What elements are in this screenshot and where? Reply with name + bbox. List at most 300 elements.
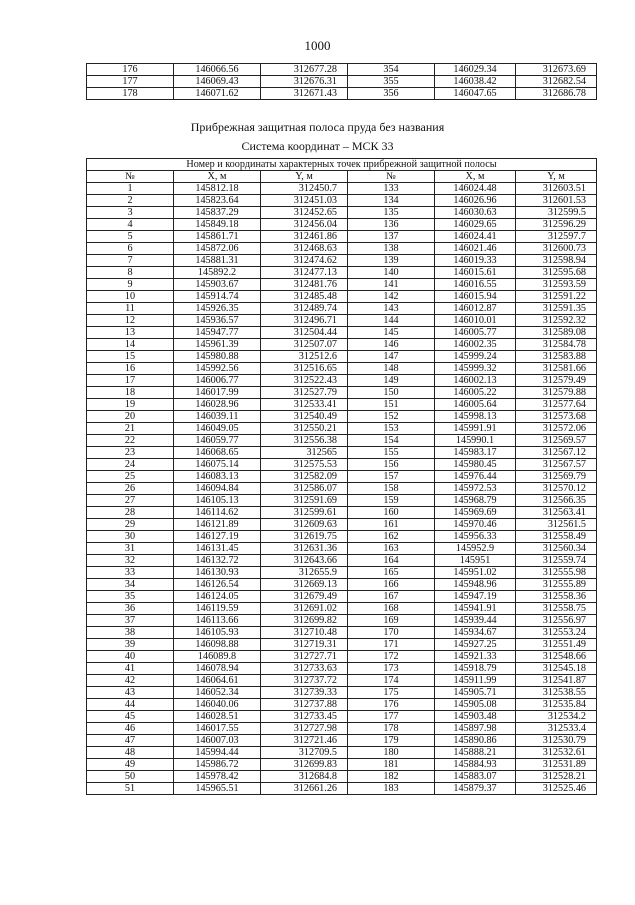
y-coordinate-cell: 312643.66 xyxy=(261,555,348,567)
x-coordinate-cell: 145947.77 xyxy=(174,327,261,339)
y-coordinate-cell: 312504.44 xyxy=(261,327,348,339)
point-number-cell: 32 xyxy=(87,555,174,567)
y-coordinate-cell: 312461.86 xyxy=(261,231,348,243)
point-number-cell: 146 xyxy=(348,339,435,351)
point-number-cell: 155 xyxy=(348,447,435,459)
y-coordinate-cell: 312699.83 xyxy=(261,759,348,771)
table-row xyxy=(87,639,597,651)
y-coordinate-cell: 312596.29 xyxy=(516,219,597,231)
y-coordinate-cell: 312541.87 xyxy=(516,675,597,687)
x-coordinate-cell: 145890.86 xyxy=(435,735,516,747)
y-coordinate-cell: 312558.49 xyxy=(516,531,597,543)
table-row xyxy=(87,387,597,399)
x-coordinate-cell: 145998.13 xyxy=(435,411,516,423)
x-coordinate-cell: 145978.42 xyxy=(174,771,261,783)
x-coordinate-cell: 146012.87 xyxy=(435,303,516,315)
table-row xyxy=(87,231,597,243)
y-coordinate-cell: 312579.88 xyxy=(516,387,597,399)
y-coordinate-cell: 312477.13 xyxy=(261,267,348,279)
point-number-cell: 172 xyxy=(348,651,435,663)
point-number-cell: 143 xyxy=(348,303,435,315)
coordinates-table xyxy=(86,158,597,795)
y-coordinate-cell: 312671.43 xyxy=(261,88,348,100)
x-coordinate-cell: 146059.77 xyxy=(174,435,261,447)
y-coordinate-cell: 312737.72 xyxy=(261,675,348,687)
y-coordinate-cell: 312531.89 xyxy=(516,759,597,771)
x-coordinate-cell: 146069.43 xyxy=(174,76,261,88)
y-coordinate-cell: 312569.57 xyxy=(516,435,597,447)
y-coordinate-cell: 312573.68 xyxy=(516,411,597,423)
x-coordinate-cell: 146040.06 xyxy=(174,699,261,711)
x-coordinate-cell: 146114.62 xyxy=(174,507,261,519)
point-number-cell: 36 xyxy=(87,603,174,615)
y-coordinate-cell: 312584.78 xyxy=(516,339,597,351)
x-coordinate-cell: 145961.39 xyxy=(174,339,261,351)
point-number-cell: 156 xyxy=(348,459,435,471)
point-number-cell: 176 xyxy=(87,64,174,76)
table-row xyxy=(87,567,597,579)
table-row xyxy=(87,615,597,627)
y-coordinate-cell: 312451.03 xyxy=(261,195,348,207)
point-number-cell: 49 xyxy=(87,759,174,771)
table-row xyxy=(87,279,597,291)
x-coordinate-cell: 146089.8 xyxy=(174,651,261,663)
x-coordinate-cell: 146005.77 xyxy=(435,327,516,339)
point-number-cell: 10 xyxy=(87,291,174,303)
x-coordinate-cell: 145918.79 xyxy=(435,663,516,675)
x-coordinate-cell: 146005.22 xyxy=(435,387,516,399)
point-number-cell: 140 xyxy=(348,267,435,279)
y-coordinate-cell: 312586.07 xyxy=(261,483,348,495)
y-coordinate-cell: 312592.32 xyxy=(516,315,597,327)
y-coordinate-cell: 312655.9 xyxy=(261,567,348,579)
point-number-cell: 1 xyxy=(87,183,174,195)
y-coordinate-cell: 312577.64 xyxy=(516,399,597,411)
point-number-cell: 28 xyxy=(87,507,174,519)
table-row xyxy=(87,76,597,88)
y-coordinate-cell: 312591.22 xyxy=(516,291,597,303)
table-row xyxy=(87,207,597,219)
x-coordinate-cell: 145892.2 xyxy=(174,267,261,279)
x-coordinate-cell: 146094.84 xyxy=(174,483,261,495)
y-coordinate-cell: 312719.31 xyxy=(261,639,348,651)
y-coordinate-cell: 312569.79 xyxy=(516,471,597,483)
y-coordinate-cell: 312528.21 xyxy=(516,771,597,783)
point-number-cell: 171 xyxy=(348,639,435,651)
y-coordinate-cell: 312556.97 xyxy=(516,615,597,627)
table-row xyxy=(87,195,597,207)
point-number-cell: 30 xyxy=(87,531,174,543)
point-number-cell: 154 xyxy=(348,435,435,447)
point-number-cell: 139 xyxy=(348,255,435,267)
y-coordinate-cell: 312673.69 xyxy=(516,64,597,76)
point-number-cell: 133 xyxy=(348,183,435,195)
table-row xyxy=(87,603,597,615)
y-coordinate-cell: 312489.74 xyxy=(261,303,348,315)
x-coordinate-cell: 145941.91 xyxy=(435,603,516,615)
x-coordinate-cell: 145999.24 xyxy=(435,351,516,363)
x-coordinate-cell: 145970.46 xyxy=(435,519,516,531)
x-coordinate-cell: 146030.63 xyxy=(435,207,516,219)
point-number-cell: 138 xyxy=(348,243,435,255)
y-coordinate-cell: 312581.66 xyxy=(516,363,597,375)
y-coordinate-cell: 312532.61 xyxy=(516,747,597,759)
x-coordinate-cell: 145948.96 xyxy=(435,579,516,591)
x-coordinate-cell: 145952.9 xyxy=(435,543,516,555)
y-coordinate-cell: 312560.34 xyxy=(516,543,597,555)
y-coordinate-cell: 312609.63 xyxy=(261,519,348,531)
y-coordinate-cell: 312601.53 xyxy=(516,195,597,207)
x-coordinate-cell: 146029.34 xyxy=(435,64,516,76)
point-number-cell: 137 xyxy=(348,231,435,243)
point-number-cell: 159 xyxy=(348,495,435,507)
point-number-cell: 147 xyxy=(348,351,435,363)
y-coordinate-cell: 312561.5 xyxy=(516,519,597,531)
x-coordinate-cell: 146028.51 xyxy=(174,711,261,723)
x-coordinate-cell: 145849.18 xyxy=(174,219,261,231)
table-row xyxy=(87,651,597,663)
point-number-cell: 24 xyxy=(87,459,174,471)
table-row xyxy=(87,483,597,495)
x-coordinate-cell: 146006.77 xyxy=(174,375,261,387)
x-coordinate-cell: 146002.35 xyxy=(435,339,516,351)
x-coordinate-cell: 145980.45 xyxy=(435,459,516,471)
y-coordinate-cell: 312733.63 xyxy=(261,663,348,675)
table-row xyxy=(87,291,597,303)
y-coordinate-cell: 312570.12 xyxy=(516,483,597,495)
y-coordinate-cell: 312555.98 xyxy=(516,567,597,579)
point-number-cell: 148 xyxy=(348,363,435,375)
y-coordinate-cell: 312548.66 xyxy=(516,651,597,663)
x-coordinate-cell: 146126.54 xyxy=(174,579,261,591)
point-number-cell: 151 xyxy=(348,399,435,411)
point-number-cell: 16 xyxy=(87,363,174,375)
point-number-cell: 44 xyxy=(87,699,174,711)
y-coordinate-cell: 312699.82 xyxy=(261,615,348,627)
x-coordinate-cell: 145965.51 xyxy=(174,783,261,795)
point-number-cell: 145 xyxy=(348,327,435,339)
y-coordinate-cell: 312512.6 xyxy=(261,351,348,363)
point-number-cell: 149 xyxy=(348,375,435,387)
x-coordinate-cell: 146121.89 xyxy=(174,519,261,531)
table-row xyxy=(87,88,597,100)
column-header-point-number: № xyxy=(87,171,174,183)
y-coordinate-cell: 312603.51 xyxy=(516,183,597,195)
point-number-cell: 183 xyxy=(348,783,435,795)
x-coordinate-cell: 145897.98 xyxy=(435,723,516,735)
x-coordinate-cell: 146078.94 xyxy=(174,663,261,675)
x-coordinate-cell: 145879.37 xyxy=(435,783,516,795)
point-number-cell: 31 xyxy=(87,543,174,555)
point-number-cell: 25 xyxy=(87,471,174,483)
x-coordinate-cell: 146026.96 xyxy=(435,195,516,207)
x-coordinate-cell: 146105.93 xyxy=(174,627,261,639)
y-coordinate-cell: 312591.35 xyxy=(516,303,597,315)
table-row xyxy=(87,747,597,759)
point-number-cell: 3 xyxy=(87,207,174,219)
point-number-cell: 20 xyxy=(87,411,174,423)
y-coordinate-cell: 312679.49 xyxy=(261,591,348,603)
y-coordinate-cell: 312481.76 xyxy=(261,279,348,291)
x-coordinate-cell: 146028.96 xyxy=(174,399,261,411)
y-coordinate-cell: 312551.49 xyxy=(516,639,597,651)
column-header-x-coordinate: X, м xyxy=(174,171,261,183)
table-row xyxy=(87,183,597,195)
y-coordinate-cell: 312496.71 xyxy=(261,315,348,327)
x-coordinate-cell: 145881.31 xyxy=(174,255,261,267)
y-coordinate-cell: 312534.2 xyxy=(516,711,597,723)
point-number-cell: 5 xyxy=(87,231,174,243)
table-row xyxy=(87,735,597,747)
x-coordinate-cell: 145976.44 xyxy=(435,471,516,483)
y-coordinate-cell: 312533.41 xyxy=(261,399,348,411)
x-coordinate-cell: 145905.71 xyxy=(435,687,516,699)
y-coordinate-cell: 312691.02 xyxy=(261,603,348,615)
point-number-cell: 51 xyxy=(87,783,174,795)
table-row xyxy=(87,699,597,711)
y-coordinate-cell: 312739.33 xyxy=(261,687,348,699)
x-coordinate-cell: 145951.02 xyxy=(435,567,516,579)
point-number-cell: 354 xyxy=(348,64,435,76)
x-coordinate-cell: 145872.06 xyxy=(174,243,261,255)
table-row xyxy=(87,315,597,327)
table-row xyxy=(87,627,597,639)
point-number-cell: 26 xyxy=(87,483,174,495)
point-number-cell: 33 xyxy=(87,567,174,579)
point-number-cell: 37 xyxy=(87,615,174,627)
x-coordinate-cell: 145980.88 xyxy=(174,351,261,363)
x-coordinate-cell: 145921.33 xyxy=(435,651,516,663)
point-number-cell: 168 xyxy=(348,603,435,615)
table-row xyxy=(87,675,597,687)
point-number-cell: 43 xyxy=(87,687,174,699)
point-number-cell: 22 xyxy=(87,435,174,447)
point-number-cell: 35 xyxy=(87,591,174,603)
y-coordinate-cell: 312530.79 xyxy=(516,735,597,747)
coordinate-system: Система координат – МСК 33 xyxy=(241,139,394,153)
x-coordinate-cell: 146015.94 xyxy=(435,291,516,303)
table-row xyxy=(87,447,597,459)
point-number-cell: 170 xyxy=(348,627,435,639)
point-number-cell: 17 xyxy=(87,375,174,387)
point-number-cell: 180 xyxy=(348,747,435,759)
point-number-cell: 15 xyxy=(87,351,174,363)
point-number-cell: 47 xyxy=(87,735,174,747)
y-coordinate-cell: 312468.63 xyxy=(261,243,348,255)
x-coordinate-cell: 145939.44 xyxy=(435,615,516,627)
x-coordinate-cell: 145903.48 xyxy=(435,711,516,723)
x-coordinate-cell: 145934.67 xyxy=(435,627,516,639)
table-row xyxy=(87,783,597,795)
table-row xyxy=(87,711,597,723)
table-row xyxy=(87,663,597,675)
y-coordinate-cell: 312737.88 xyxy=(261,699,348,711)
point-number-cell: 165 xyxy=(348,567,435,579)
point-number-cell: 34 xyxy=(87,579,174,591)
point-number-cell: 19 xyxy=(87,399,174,411)
x-coordinate-cell: 145905.08 xyxy=(435,699,516,711)
point-number-cell: 178 xyxy=(87,88,174,100)
point-number-cell: 356 xyxy=(348,88,435,100)
y-coordinate-cell: 312684.8 xyxy=(261,771,348,783)
x-coordinate-cell: 146049.05 xyxy=(174,423,261,435)
x-coordinate-cell: 145986.72 xyxy=(174,759,261,771)
y-coordinate-cell: 312582.09 xyxy=(261,471,348,483)
x-coordinate-cell: 145983.17 xyxy=(435,447,516,459)
x-coordinate-cell: 146064.61 xyxy=(174,675,261,687)
point-number-cell: 141 xyxy=(348,279,435,291)
point-number-cell: 176 xyxy=(348,699,435,711)
point-number-cell: 181 xyxy=(348,759,435,771)
y-coordinate-cell: 312727.98 xyxy=(261,723,348,735)
point-number-cell: 178 xyxy=(348,723,435,735)
column-header-y-coordinate: Y, м xyxy=(261,171,348,183)
x-coordinate-cell: 146005.64 xyxy=(435,399,516,411)
point-number-cell: 134 xyxy=(348,195,435,207)
y-coordinate-cell: 312456.04 xyxy=(261,219,348,231)
y-coordinate-cell: 312507.07 xyxy=(261,339,348,351)
table-row xyxy=(87,519,597,531)
y-coordinate-cell: 312727.71 xyxy=(261,651,348,663)
table-row xyxy=(87,531,597,543)
table-row xyxy=(87,411,597,423)
x-coordinate-cell: 145972.53 xyxy=(435,483,516,495)
point-number-cell: 157 xyxy=(348,471,435,483)
table-row xyxy=(87,363,597,375)
point-number-cell: 7 xyxy=(87,255,174,267)
x-coordinate-cell: 146131.45 xyxy=(174,543,261,555)
table-row xyxy=(87,375,597,387)
point-number-cell: 167 xyxy=(348,591,435,603)
y-coordinate-cell: 312540.49 xyxy=(261,411,348,423)
point-number-cell: 27 xyxy=(87,495,174,507)
point-number-cell: 355 xyxy=(348,76,435,88)
table-row xyxy=(87,771,597,783)
y-coordinate-cell: 312550.21 xyxy=(261,423,348,435)
y-coordinate-cell: 312565 xyxy=(261,447,348,459)
y-coordinate-cell: 312677.28 xyxy=(261,64,348,76)
y-coordinate-cell: 312527.79 xyxy=(261,387,348,399)
point-number-cell: 18 xyxy=(87,387,174,399)
table-row xyxy=(87,303,597,315)
y-coordinate-cell: 312619.75 xyxy=(261,531,348,543)
point-number-cell: 177 xyxy=(87,76,174,88)
point-number-cell: 50 xyxy=(87,771,174,783)
x-coordinate-cell: 145888.21 xyxy=(435,747,516,759)
y-coordinate-cell: 312538.55 xyxy=(516,687,597,699)
y-coordinate-cell: 312525.46 xyxy=(516,783,597,795)
y-coordinate-cell: 312600.73 xyxy=(516,243,597,255)
y-coordinate-cell: 312566.35 xyxy=(516,495,597,507)
table-row xyxy=(87,555,597,567)
point-number-cell: 135 xyxy=(348,207,435,219)
x-coordinate-cell: 145823.64 xyxy=(174,195,261,207)
point-number-cell: 136 xyxy=(348,219,435,231)
table-row xyxy=(87,543,597,555)
table-row xyxy=(87,759,597,771)
point-number-cell: 158 xyxy=(348,483,435,495)
table-row xyxy=(87,687,597,699)
x-coordinate-cell: 146075.14 xyxy=(174,459,261,471)
y-coordinate-cell: 312676.31 xyxy=(261,76,348,88)
x-coordinate-cell: 145991.91 xyxy=(435,423,516,435)
y-coordinate-cell: 312567.12 xyxy=(516,447,597,459)
point-number-cell: 2 xyxy=(87,195,174,207)
y-coordinate-cell: 312709.5 xyxy=(261,747,348,759)
x-coordinate-cell: 146024.41 xyxy=(435,231,516,243)
y-coordinate-cell: 312733.45 xyxy=(261,711,348,723)
y-coordinate-cell: 312661.26 xyxy=(261,783,348,795)
x-coordinate-cell: 145837.29 xyxy=(174,207,261,219)
y-coordinate-cell: 312545.18 xyxy=(516,663,597,675)
x-coordinate-cell: 145883.07 xyxy=(435,771,516,783)
y-coordinate-cell: 312556.38 xyxy=(261,435,348,447)
y-coordinate-cell: 312572.06 xyxy=(516,423,597,435)
x-coordinate-cell: 146071.62 xyxy=(174,88,261,100)
point-number-cell: 174 xyxy=(348,675,435,687)
x-coordinate-cell: 145927.25 xyxy=(435,639,516,651)
y-coordinate-cell: 312559.74 xyxy=(516,555,597,567)
point-number-cell: 182 xyxy=(348,771,435,783)
table-row xyxy=(87,399,597,411)
table-header: Номер и координаты характерных точек прибрежной защитной полосы xyxy=(87,159,597,171)
point-number-cell: 153 xyxy=(348,423,435,435)
x-coordinate-cell: 146029.65 xyxy=(435,219,516,231)
x-coordinate-cell: 145911.99 xyxy=(435,675,516,687)
point-number-cell: 161 xyxy=(348,519,435,531)
table-row xyxy=(87,339,597,351)
x-coordinate-cell: 146038.42 xyxy=(435,76,516,88)
point-number-cell: 9 xyxy=(87,279,174,291)
table-row xyxy=(87,423,597,435)
x-coordinate-cell: 146130.93 xyxy=(174,567,261,579)
x-coordinate-cell: 146119.59 xyxy=(174,603,261,615)
x-coordinate-cell: 145999.32 xyxy=(435,363,516,375)
point-number-cell: 160 xyxy=(348,507,435,519)
x-coordinate-cell: 146039.11 xyxy=(174,411,261,423)
x-coordinate-cell: 145812.18 xyxy=(174,183,261,195)
y-coordinate-cell: 312593.59 xyxy=(516,279,597,291)
x-coordinate-cell: 145956.33 xyxy=(435,531,516,543)
y-coordinate-cell: 312553.24 xyxy=(516,627,597,639)
table-row xyxy=(87,351,597,363)
x-coordinate-cell: 146016.55 xyxy=(435,279,516,291)
x-coordinate-cell: 146017.99 xyxy=(174,387,261,399)
y-coordinate-cell: 312522.43 xyxy=(261,375,348,387)
y-coordinate-cell: 312563.41 xyxy=(516,507,597,519)
column-header-point-number: № xyxy=(348,171,435,183)
x-coordinate-cell: 145992.56 xyxy=(174,363,261,375)
column-header-x-coordinate: X, м xyxy=(435,171,516,183)
point-number-cell: 39 xyxy=(87,639,174,651)
point-number-cell: 8 xyxy=(87,267,174,279)
point-number-cell: 41 xyxy=(87,663,174,675)
table-row xyxy=(87,243,597,255)
x-coordinate-cell: 145968.79 xyxy=(435,495,516,507)
y-coordinate-cell: 312682.54 xyxy=(516,76,597,88)
y-coordinate-cell: 312710.48 xyxy=(261,627,348,639)
x-coordinate-cell: 146113.66 xyxy=(174,615,261,627)
x-coordinate-cell: 146017.55 xyxy=(174,723,261,735)
point-number-cell: 164 xyxy=(348,555,435,567)
y-coordinate-cell: 312558.75 xyxy=(516,603,597,615)
x-coordinate-cell: 146019.33 xyxy=(435,255,516,267)
y-coordinate-cell: 312589.08 xyxy=(516,327,597,339)
table-row xyxy=(87,327,597,339)
y-coordinate-cell: 312579.49 xyxy=(516,375,597,387)
table-row xyxy=(87,267,597,279)
point-number-cell: 46 xyxy=(87,723,174,735)
